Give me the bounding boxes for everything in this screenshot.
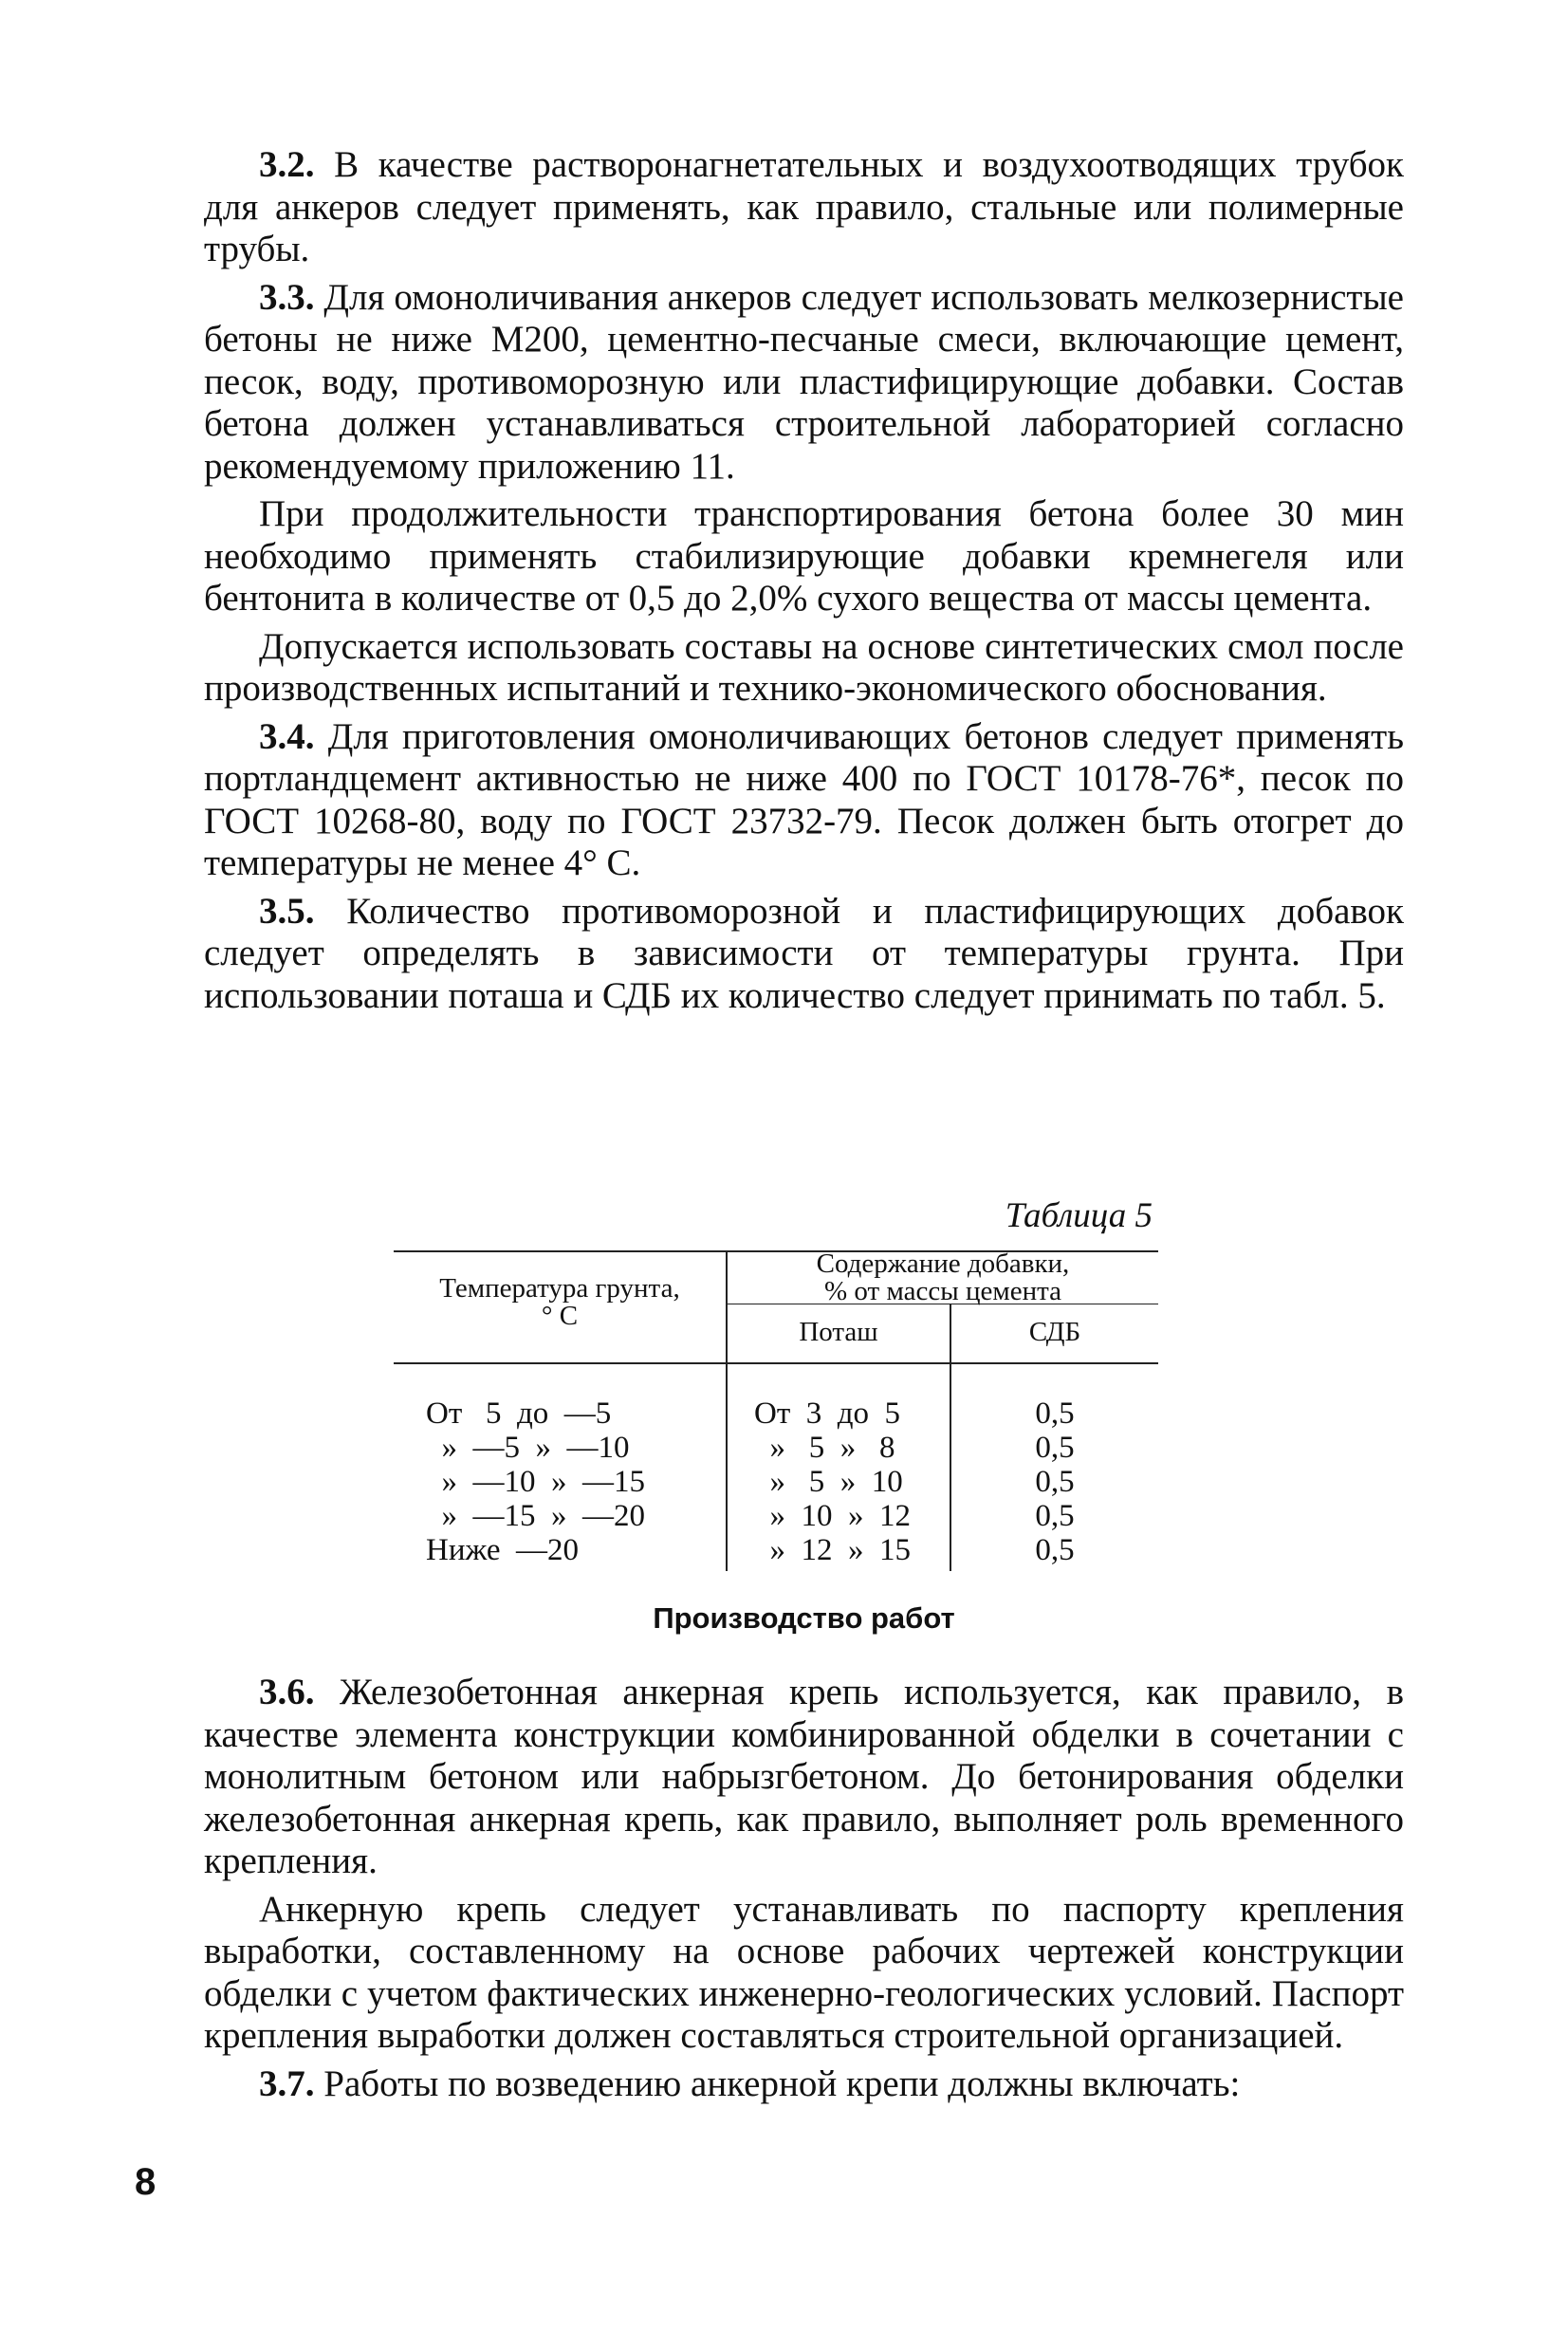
clause-number: 3.3.: [259, 276, 315, 318]
paragraph-3-7: [204, 2063, 1404, 2106]
clause-number: 3.2.: [259, 144, 315, 185]
paragraph-3-6: [204, 1672, 1404, 1883]
paragraph-passport: [204, 1889, 1404, 2058]
clause-number: 3.5.: [259, 890, 315, 932]
additive-table: [394, 1250, 1158, 1571]
paragraph-text: В качестве растворонагнетательных и воздухоотводящих трубок для анкеров следует применять, как правило, стальные или полимерные трубы.: [204, 144, 1404, 269]
paragraph-text: Работы по возведению анкерной крепи должны включать:: [314, 2062, 1241, 2104]
paragraph-text: Количество противоморозной и пластифицирующих добавок следует определять в зависимости от температуры грунта. При использовании поташа и СДБ их количество следует принимать по табл. 5.: [204, 890, 1404, 1016]
header-temperature-line2: ° С: [541, 1301, 579, 1331]
paragraph-transport: [204, 493, 1404, 620]
paragraph-3-4: [204, 716, 1404, 885]
body-text-bottom: [204, 1672, 1404, 2111]
paragraph-text: Железобетонная анкерная крепь используется, как правило, в качестве элемента конструкции комбинированной обделки в сочетании с монолитным бетоном или набрызгбетоном. До бетонирования обделки железобетонная анкерная крепь, как правило, выполняет роль временного крепления.: [204, 1672, 1404, 1881]
paragraph-text: Допускается использовать составы на основе синтетических смол после производственных испытаний и технико-экономического обоснования.: [204, 625, 1404, 709]
header-additive-line1: Содержание добавки,: [816, 1248, 1070, 1279]
paragraph-resins: [204, 626, 1404, 711]
section-heading: Производство работ: [653, 1601, 955, 1635]
header-sdb: СДБ: [1028, 1317, 1081, 1347]
page-number: 8: [135, 2161, 157, 2203]
column-sdb-values: 0,5 0,5 0,5 0,5 0,5: [1035, 1396, 1075, 1567]
header-additive-line2: % от массы цемента: [824, 1276, 1061, 1306]
paragraph-text: Для приготовления омоноличивающих бетонов следует применять портландцемент активностью не ниже 400 по ГОСТ 10178-76*, песок по ГОСТ 10268-80, воду по ГОСТ 23732-79. Песок должен быть отогрет до температуры не менее 4° С.: [204, 715, 1404, 883]
column-temperature-values: От 5 до —5 » —5 » —10 » —10 » —15 » —15 » —20 Ниже —20: [426, 1396, 645, 1567]
header-potash: Поташ: [799, 1317, 878, 1347]
paragraph-3-2: [204, 144, 1404, 271]
clause-number: 3.4.: [259, 715, 315, 757]
paragraph-text: Для омоноличивания анкеров следует использовать мелкозернистые бетоны не ниже М200, цементно-песчаные смеси, включающие цемент, песок, воду, противоморозную или пластифицирующие добавки. Состав бетона должен устанавливаться строительной лабораторией согласно рекомендуемому приложению 11.: [204, 276, 1404, 487]
header-temperature: [394, 1275, 726, 1330]
table-header-rule: [394, 1362, 1158, 1364]
table-caption: Таблица 5: [1005, 1196, 1153, 1235]
paragraph-3-5: [204, 891, 1404, 1018]
paragraph-text: При продолжительности транспортирования бетона более 30 мин необходимо применять стабилизирующие добавки кремнегеля или бентонита в количестве от 0,5 до 2,0% сухого вещества от массы цемента.: [204, 493, 1404, 619]
clause-number: 3.6.: [259, 1672, 315, 1712]
body-text-top: [204, 144, 1404, 1023]
column-potash-values: От 3 до 5 » 5 » 8 » 5 » 10 » 10 » 12 » 12 » 15: [754, 1396, 911, 1567]
paragraph-text: Анкерную крепь следует устанавливать по паспорту крепления выработки, составленному на основе рабочих чертежей конструкции обделки с учетом фактических инженерно-геологических условий. Паспорт крепления выработки должен составляться строительной организацией.: [204, 1888, 1404, 2056]
clause-number: 3.7.: [259, 2062, 315, 2104]
header-temperature-line1: Температура грунта,: [439, 1273, 680, 1304]
header-additive-content: [728, 1250, 1158, 1305]
paragraph-3-3: [204, 277, 1404, 489]
